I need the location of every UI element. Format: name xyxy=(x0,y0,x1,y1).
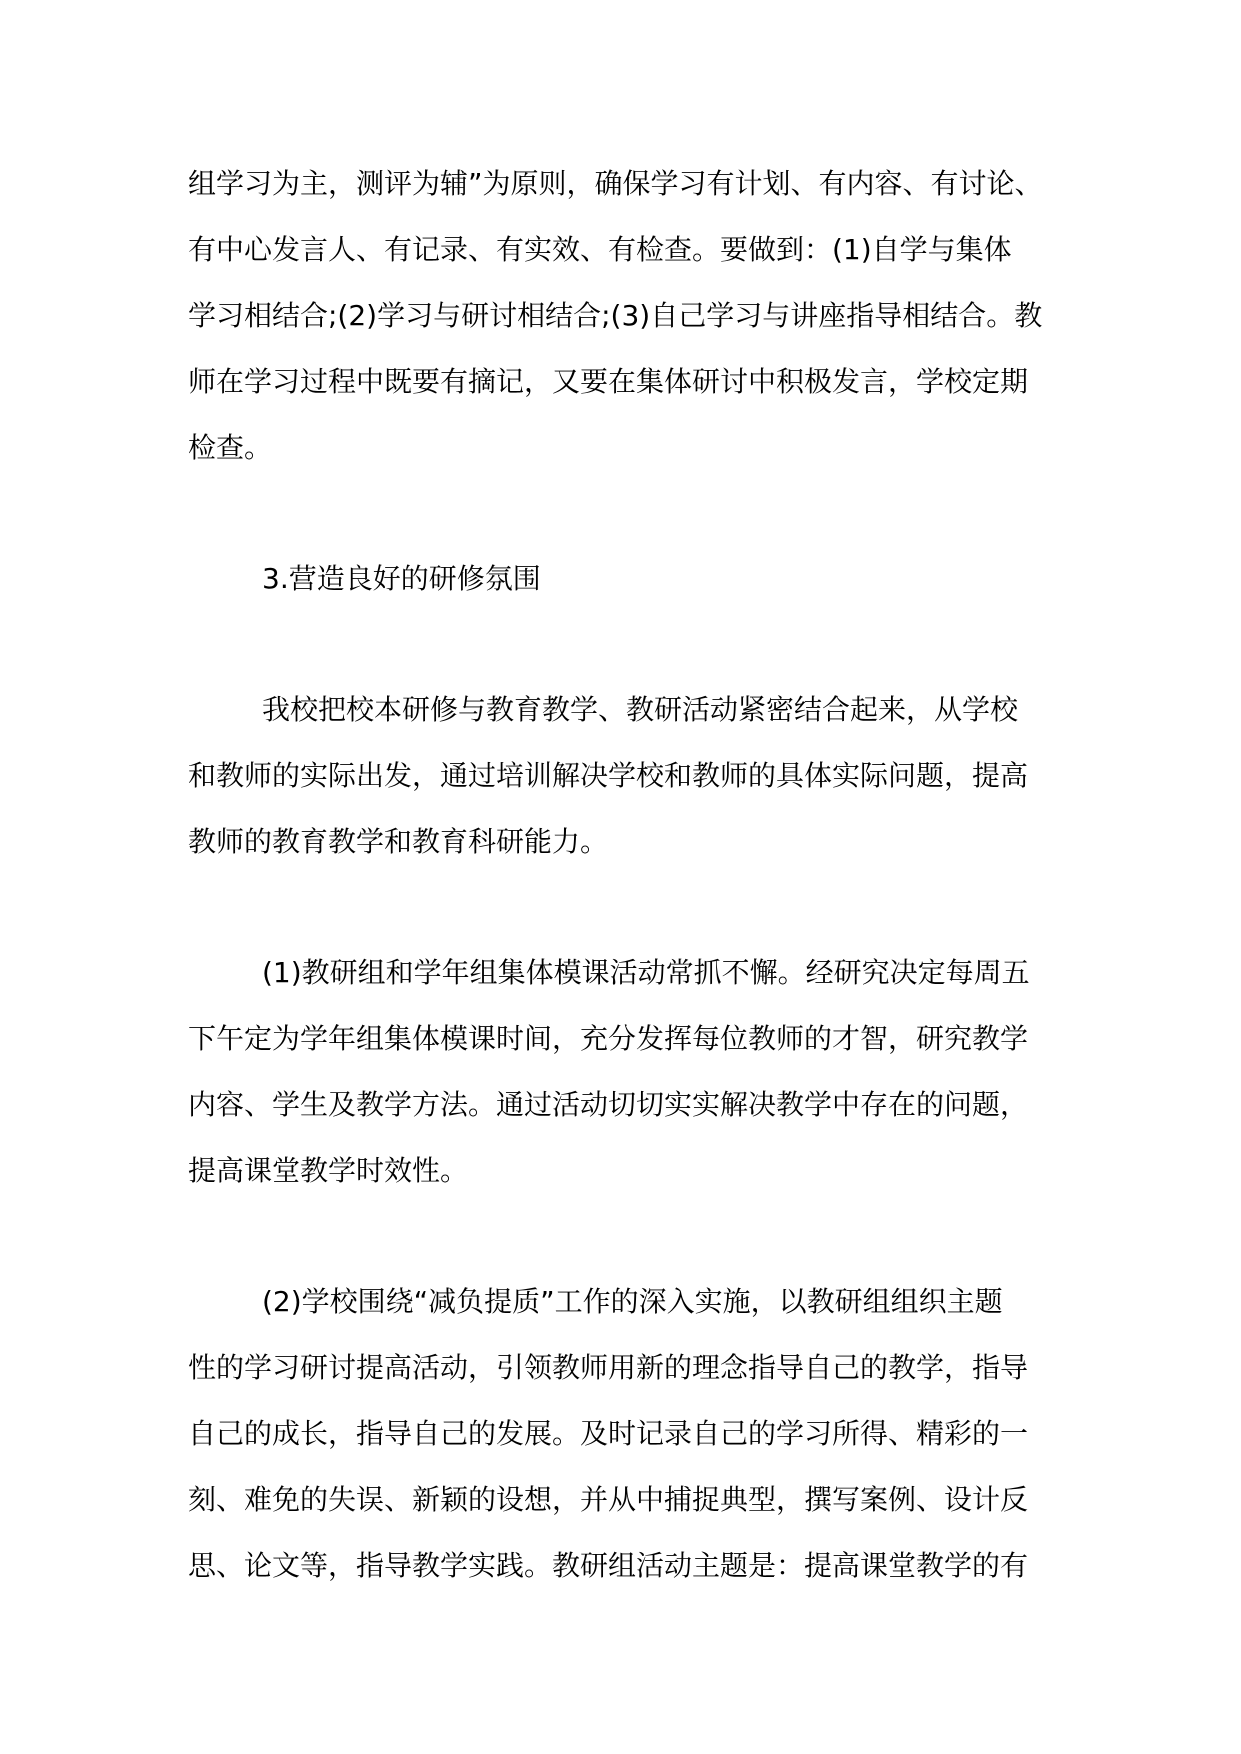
text-line: 我校把校本研修与教育教学、教研活动紧密结合起来，从学校 xyxy=(262,693,1019,726)
text-line: 教师的教育教学和教育科研能力。 xyxy=(188,825,609,858)
text-line: 性的学习研讨提高活动，引领教师用新的理念指导自己的教学，指导 xyxy=(188,1351,1029,1384)
text-line: 师在学习过程中既要有摘记，又要在集体研讨中积极发言，学校定期 xyxy=(188,365,1029,398)
text-line: 下午定为学年组集体模课时间，充分发挥每位教师的才智，研究教学 xyxy=(188,1022,1029,1055)
text-line: 检查。 xyxy=(188,431,273,464)
text-line: 内容、学生及教学方法。通过活动切切实实解决教学中存在的问题， xyxy=(188,1088,1029,1121)
text-line: 刻、难免的失误、新颖的设想，并从中捕捉典型，撰写案例、设计反 xyxy=(188,1483,1029,1516)
text-line: 自己的成长，指导自己的发展。及时记录自己的学习所得、精彩的一 xyxy=(188,1417,1029,1450)
text-line: (1)教研组和学年组集体模课活动常抓不懈。经研究决定每周五 xyxy=(262,956,1030,989)
text-line: 有中心发言人、有记录、有实效、有检查。要做到：(1)自学与集体 xyxy=(188,233,1012,266)
text-line: 组学习为主，测评为辅”为原则，确保学习有计划、有内容、有讨论、 xyxy=(188,167,1043,200)
text-line: 提高课堂教学时效性。 xyxy=(188,1154,469,1187)
text-line: 学习相结合;(2)学习与研讨相结合;(3)自己学习与讲座指导相结合。教 xyxy=(188,299,1043,332)
text-line: 思、论文等，指导教学实践。教研组活动主题是：提高课堂教学的有 xyxy=(188,1549,1029,1582)
text-line: (2)学校围绕“减负提质”工作的深入实施，以教研组组织主题 xyxy=(262,1285,1003,1318)
text-line: 和教师的实际出发，通过培训解决学校和教师的具体实际问题，提高 xyxy=(188,759,1029,792)
section-heading: 3.营造良好的研修氛围 xyxy=(262,562,541,595)
